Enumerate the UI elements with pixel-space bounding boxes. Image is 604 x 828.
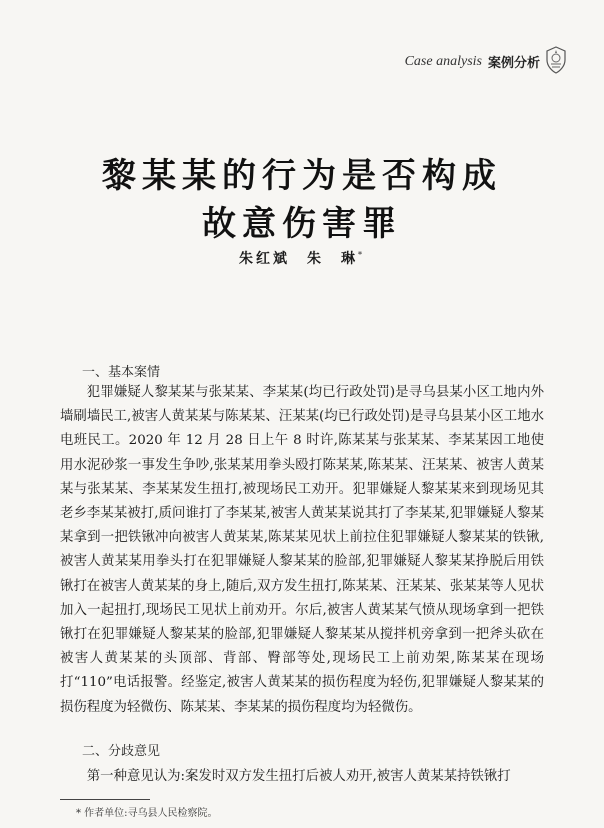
procuratorate-emblem-icon [544,46,568,74]
section-1-paragraph: 犯罪嫌疑人黎某某与张某某、李某某(均已行政处罚)是寻乌县某小区工地内外墙刷墙民工,被害人黄某某与陈某某、汪某某(均已行政处罚)是寻乌县某小区工地水电班民工。2020 年 12 月 28 日上午 8 时许,陈某某与张某某、李某某因工地使用水泥砂浆一事发生争吵,张某某用拳头殴打陈某某,陈某某、汪某某、被害人黄某某与张某某、李某某发生扭打,被现场民工劝开。犯罪嫌疑人黎某某来到现场见其老乡李某某被打,质问谁打了李某某,被害人黄某某说其打了李某某,犯罪嫌疑人黎某某拿到一把铁锹冲向被害人黄某某,陈某某见状上前拉住犯罪嫌疑人黎某某的铁锹,被害人黄某某用拳头打在犯罪嫌疑人黎某某的脸部,犯罪嫌疑人黎某某挣脱后用铁锹打在被害人黄某某的身上,随后,双方发生扭打,陈某某、汪某某、张某某等人见状加入一起扭打,现场民工见状上前劝开。尔后,被害人黄某某气愤从现场拿到一把铁锹打在犯罪嫌疑人黎某某的脸部,犯罪嫌疑人黎某某从搅拌机旁拿到一把斧头砍在被害人黄某某的头顶部、背部、臀部等处,现场民工上前劝架,陈某某在现场打“110”电话报警。经鉴定,被害人黄某某的损伤程度为轻伤,犯罪嫌疑人黎某某的损伤程度为轻微伤、陈某某、李某某的损伤程度均为轻微伤。 [60,385,544,715]
header-section-cn: 案例分析 [487,56,540,71]
title-line-2: 故意伤害罪 [202,204,402,244]
section-heading-2: 二、分歧意见 [82,744,161,759]
article-title [0,152,604,248]
title-line-1: 黎某某的行为是否构成 [102,156,502,196]
header-section-en: Case analysis [404,53,482,69]
author-footnote-mark: * [358,250,365,260]
author-line [0,248,604,268]
section-heading-1: 一、基本案情 [82,365,161,380]
running-header [405,52,540,71]
footnote-divider [60,799,150,800]
author-affiliation-footnote: * 作者单位:寻乌县人民检察院。 [76,808,218,819]
author-names: 朱红斌 朱 琳 [239,251,358,267]
section-2-paragraph: 第一种意见认为:案发时双方发生扭打后被人劝开,被害人黄某某持铁锹打 [86,769,511,784]
